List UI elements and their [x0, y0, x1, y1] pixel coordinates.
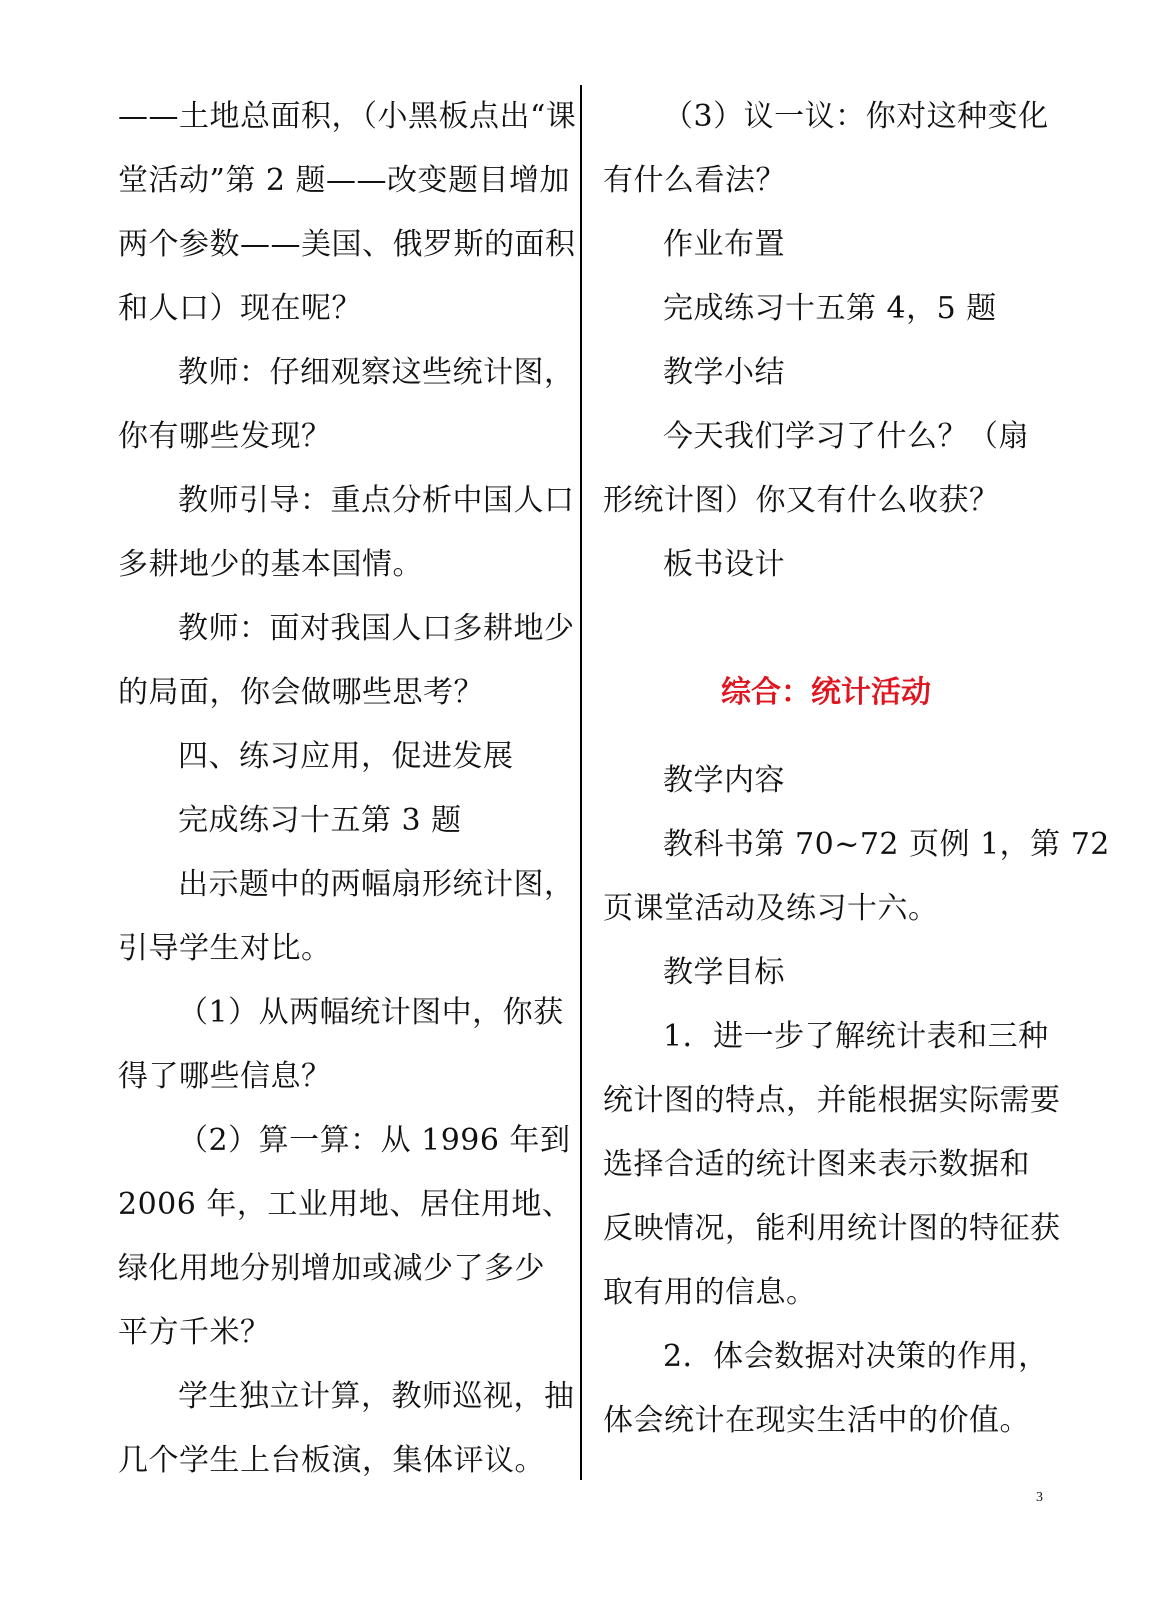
text-line: 页课堂活动及练习十六。: [603, 891, 939, 926]
left-column: [118, 85, 577, 1493]
paragraph: [603, 1325, 1049, 1453]
right-column-bottom: [603, 749, 1110, 1453]
text-line: 2．体会数据对决策的作用，: [663, 1339, 1049, 1374]
paragraph: [118, 853, 575, 981]
paragraph: [603, 405, 1049, 533]
paragraph: [603, 533, 1049, 597]
text-line: 几个学生上台板演，集体评议。: [118, 1443, 545, 1478]
text-line: 教学小结: [663, 355, 785, 390]
text-line: 作业布置: [663, 227, 785, 262]
text-line: 完成练习十五第 3 题: [178, 803, 462, 838]
page-number: 3: [1036, 1490, 1043, 1505]
text-line: 2006 年，工业用地、居住用地、: [118, 1187, 573, 1222]
blank-gap: [603, 725, 1049, 749]
text-line: 四、练习应用，促进发展: [178, 739, 514, 774]
paragraph: [118, 789, 564, 853]
text-line: 完成练习十五第 4，5 题: [663, 291, 997, 326]
text-line: 教师引导：重点分析中国人口: [178, 483, 575, 518]
text-line: 板书设计: [663, 547, 785, 582]
text-line: 教师：仔细观察这些统计图，: [178, 355, 575, 390]
paragraph: [118, 341, 575, 469]
text-line: 引导学生对比。: [118, 931, 332, 966]
text-line: （1）从两幅统计图中，你获: [178, 995, 564, 1030]
text-line: 和人口）现在呢？: [118, 291, 362, 326]
paragraph: [603, 749, 1049, 813]
paragraph: [118, 1109, 573, 1365]
text-line: 学生独立计算，教师巡视，抽: [178, 1379, 575, 1414]
text-line: 得了哪些信息？: [118, 1059, 332, 1094]
paragraph: [118, 469, 575, 597]
paragraph: [603, 277, 1049, 341]
right-column-top: [603, 85, 1049, 597]
paragraph: [603, 341, 1049, 405]
column-divider: [580, 85, 582, 1480]
paragraph: [118, 597, 575, 725]
paragraph: [118, 725, 564, 789]
text-line: （2）算一算：从 1996 年到: [178, 1123, 571, 1158]
text-line: 你有哪些发现？: [118, 419, 332, 454]
text-line: 两个参数——美国、俄罗斯的面积: [118, 227, 576, 262]
paragraph: [603, 213, 1049, 277]
text-line: 教学内容: [663, 763, 785, 798]
section-heading: 综合：统计活动: [721, 675, 931, 710]
text-line: 选择合适的统计图来表示数据和: [603, 1147, 1030, 1182]
paragraph: [603, 813, 1110, 941]
paragraph: [603, 85, 1049, 213]
text-line: 体会统计在现实生活中的价值。: [603, 1403, 1030, 1438]
text-line: 今天我们学习了什么？（扇: [663, 419, 1029, 454]
text-line: 1．进一步了解统计表和三种: [663, 1019, 1049, 1054]
text-line: ——土地总面积，（小黑板点出“课: [118, 99, 577, 134]
blank-line: [603, 597, 1049, 661]
paragraph: [118, 981, 564, 1109]
text-line: 有什么看法？: [603, 163, 786, 198]
text-line: 教师：面对我国人口多耕地少: [178, 611, 575, 646]
text-line: 绿化用地分别增加或减少了多少: [118, 1251, 545, 1286]
text-line: 反映情况，能利用统计图的特征获: [603, 1211, 1061, 1246]
text-line: 教科书第 70~72 页例 1，第 72: [663, 827, 1110, 862]
text-line: 统计图的特点，并能根据实际需要: [603, 1083, 1061, 1118]
text-line: 平方千米？: [118, 1315, 271, 1350]
text-line: 多耕地少的基本国情。: [118, 547, 423, 582]
text-line: （3）议一议：你对这种变化: [663, 99, 1049, 134]
text-line: 形统计图）你又有什么收获？: [603, 483, 1000, 518]
text-line: 出示题中的两幅扇形统计图，: [178, 867, 575, 902]
paragraph: [603, 1005, 1061, 1325]
paragraph: [603, 941, 1049, 1005]
text-line: 堂活动”第 2 题——改变题目增加: [118, 163, 570, 198]
right-column: [603, 85, 1110, 1453]
text-line: 教学目标: [663, 955, 785, 990]
paragraph: [118, 85, 577, 341]
paragraph: [118, 1365, 575, 1493]
text-line: 的局面，你会做哪些思考？: [118, 675, 484, 710]
text-line: 取有用的信息。: [603, 1275, 817, 1310]
